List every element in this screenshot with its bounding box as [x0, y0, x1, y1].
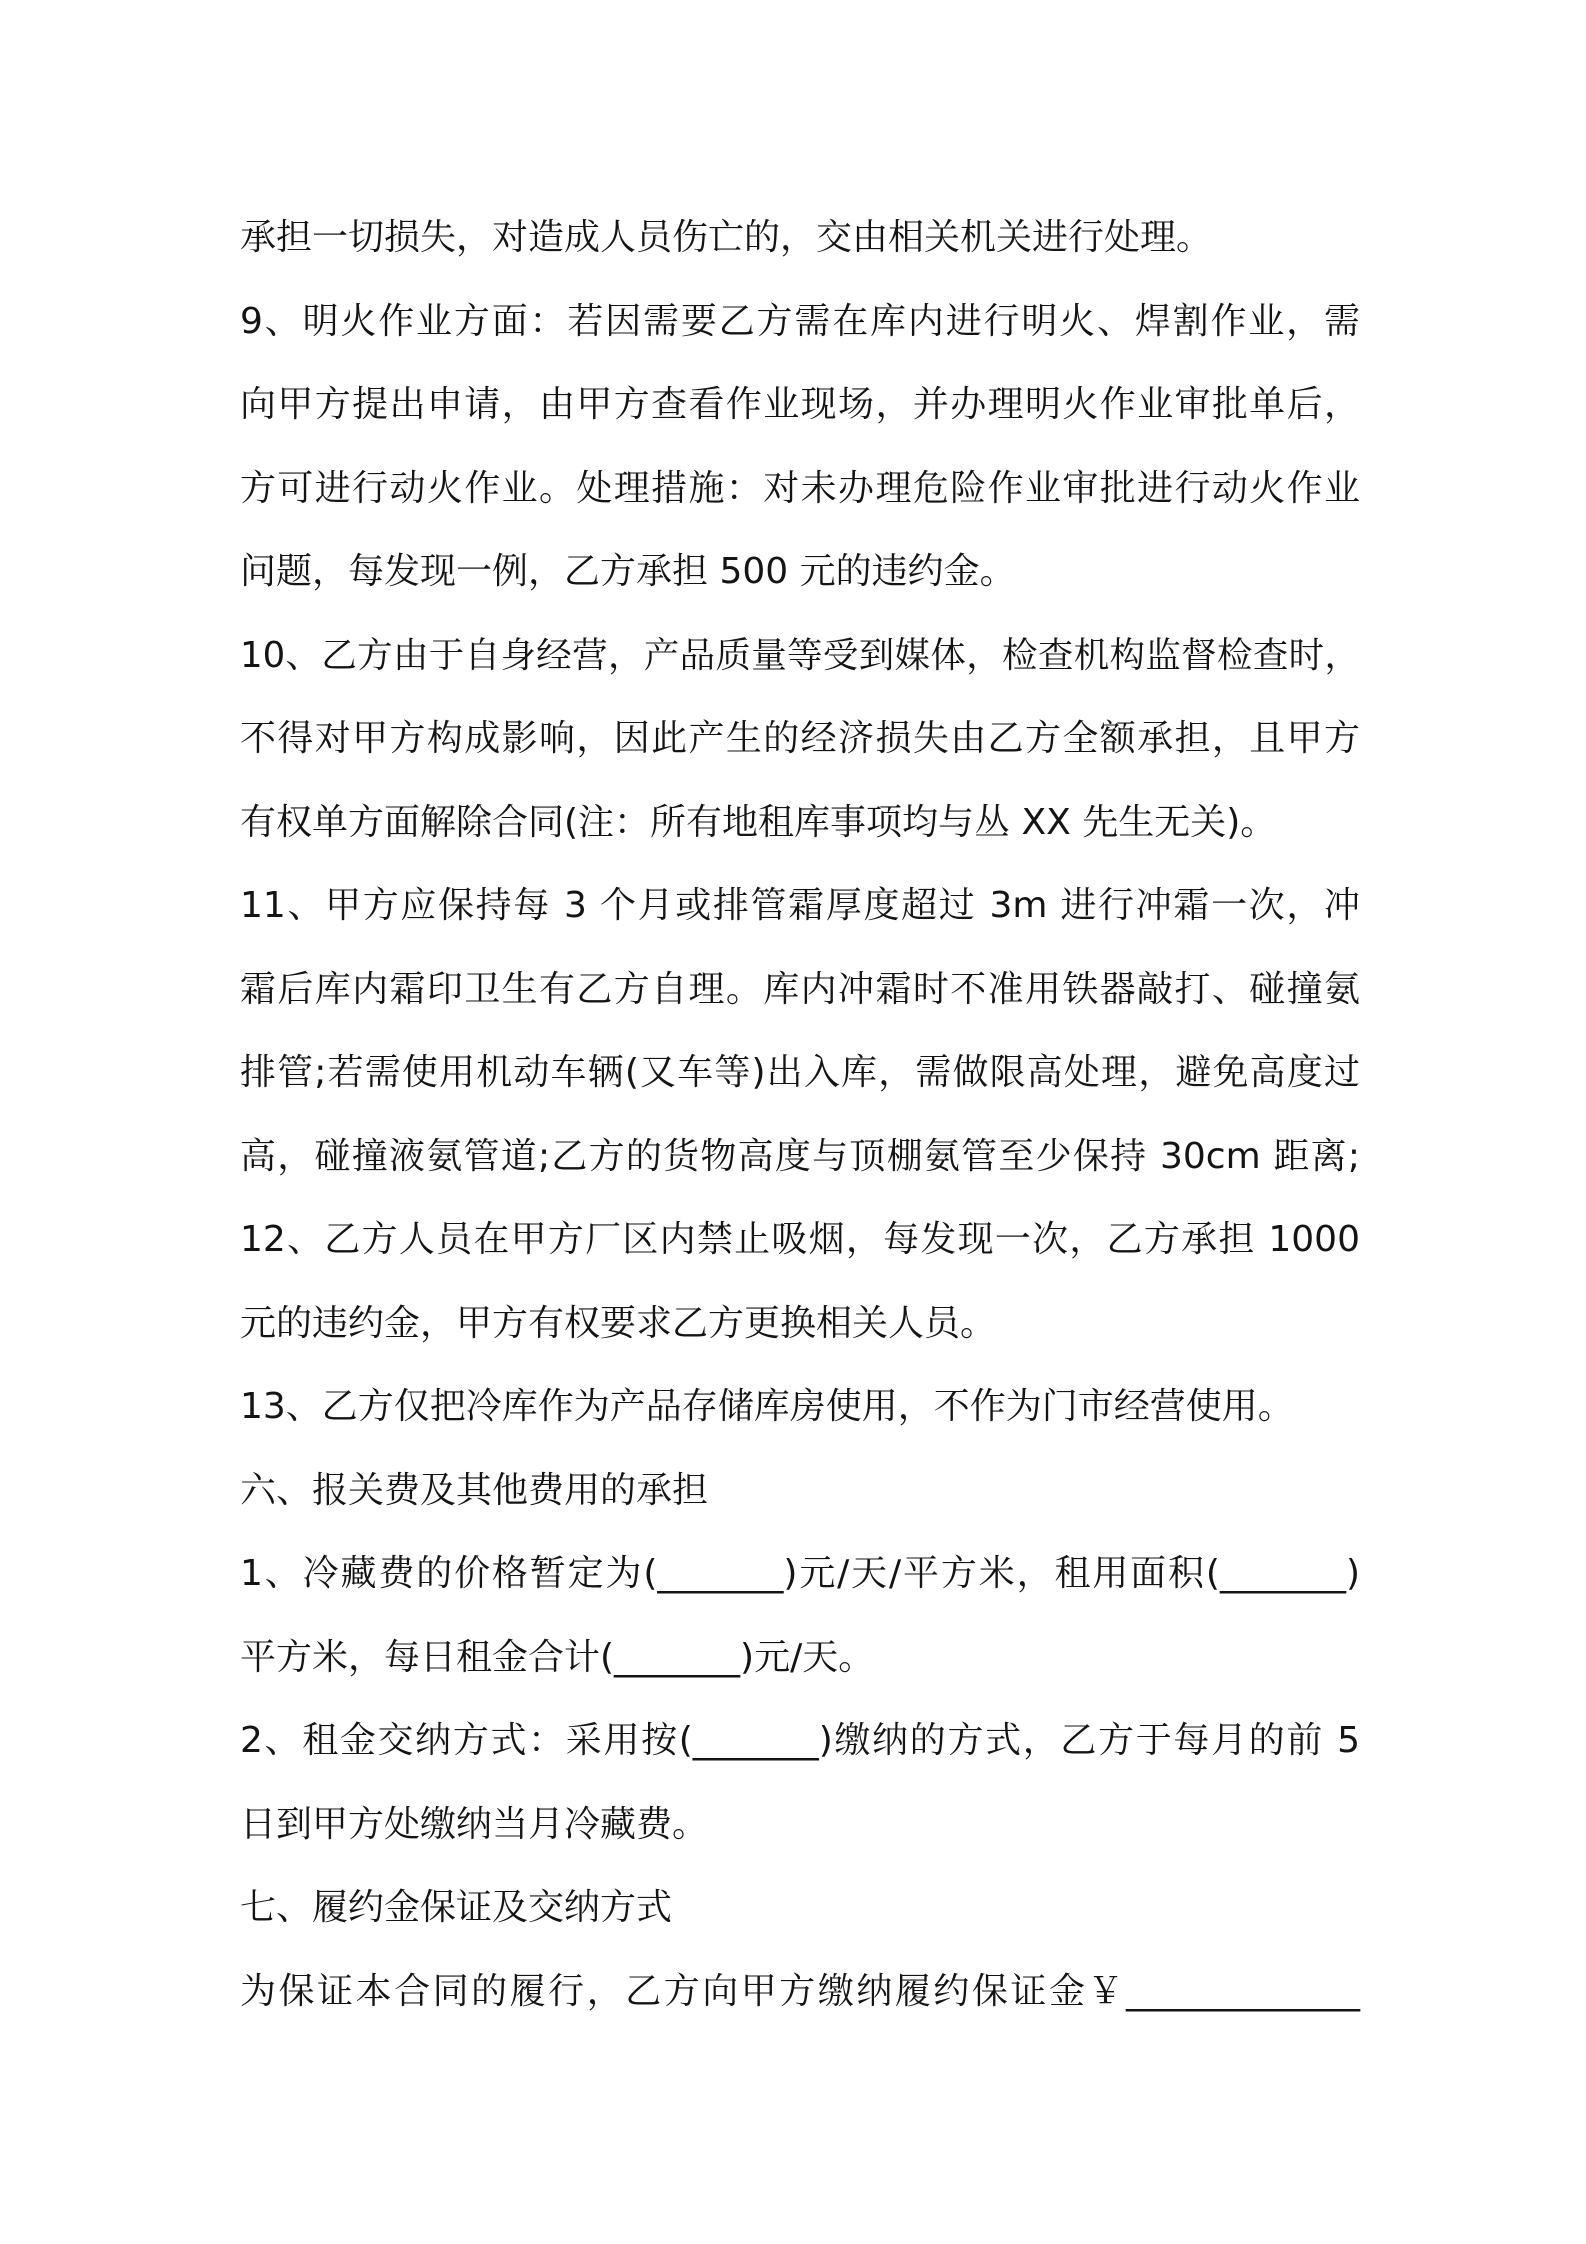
- text-line-clause-9: 9、明火作业方面：若因需要乙方需在库内进行明火、焊割作业，需: [240, 300, 1360, 342]
- text-line-fee-2: 2、租金交纳方式：采用按(_______)缴纳的方式，乙方于每月的前 5: [240, 1720, 1360, 1761]
- text-line-clause-9: 方可进行动火作业。处理措施：对未办理危险作业审批进行动火作业: [240, 467, 1360, 509]
- text-line-clause-11: 排管;若需使用机动车辆(又车等)出入库，需做限高处理，避免高度过: [240, 1052, 1360, 1093]
- text-line-fee-2: 日到甲方处缴纳当月冷藏费。: [240, 1803, 709, 1845]
- text-line-fee-1: 1、冷藏费的价格暂定为(_______)元/天/平方米，租用面积(_______): [240, 1553, 1360, 1594]
- section-heading-7: 七、履约金保证及交纳方式: [240, 1887, 673, 1928]
- section-heading-6: 六、报关费及其他费用的承担: [240, 1469, 709, 1511]
- text-line-clause-10: 不得对甲方构成影响，因此产生的经济损失由乙方全额承担，且甲方: [240, 718, 1360, 759]
- text-line-clause-8-end: 承担一切损失，对造成人员伤亡的，交由相关机关进行处理。: [240, 217, 1213, 258]
- contract-text-body: [240, 196, 1360, 2033]
- text-line-clause-13: 13、乙方仅把冷库作为产品存储库房使用，不作为门市经营使用。: [240, 1386, 1294, 1427]
- text-line-clause-11: 霜后库内霜印卫生有乙方自理。库内冲霜时不准用铁器敲打、碰撞氨: [240, 968, 1360, 1010]
- text-line-fee-1: 平方米，每日租金合计(_______)元/天。: [240, 1636, 875, 1678]
- text-line-deposit: 为保证本合同的履行，乙方向甲方缴纳履约保证金￥_____________: [240, 1970, 1360, 2012]
- text-line-clause-10: 有权单方面解除合同(注：所有地租库事项均与丛 XX 先生无关)。: [240, 801, 1277, 843]
- text-line-clause-12: 12、乙方人员在甲方厂区内禁止吸烟，每发现一次，乙方承担 1000: [240, 1219, 1360, 1260]
- text-line-clause-9: 问题，每发现一例，乙方承担 500 元的违约金。: [240, 551, 1016, 592]
- text-line-clause-10: 10、乙方由于自身经营，产品质量等受到媒体，检查机构监督检查时，: [240, 634, 1360, 676]
- text-line-clause-11: 11、甲方应保持每 3 个月或排管霜厚度超过 3m 进行冲霜一次，冲: [240, 885, 1360, 926]
- text-line-clause-12: 元的违约金，甲方有权要求乙方更换相关人员。: [240, 1302, 997, 1344]
- text-line-clause-9: 向甲方提出申请，由甲方查看作业现场，并办理明火作业审批单后，: [240, 384, 1360, 425]
- text-line-clause-11: 高，碰撞液氨管道;乙方的货物高度与顶棚氨管至少保持 30cm 距离;: [240, 1135, 1360, 1177]
